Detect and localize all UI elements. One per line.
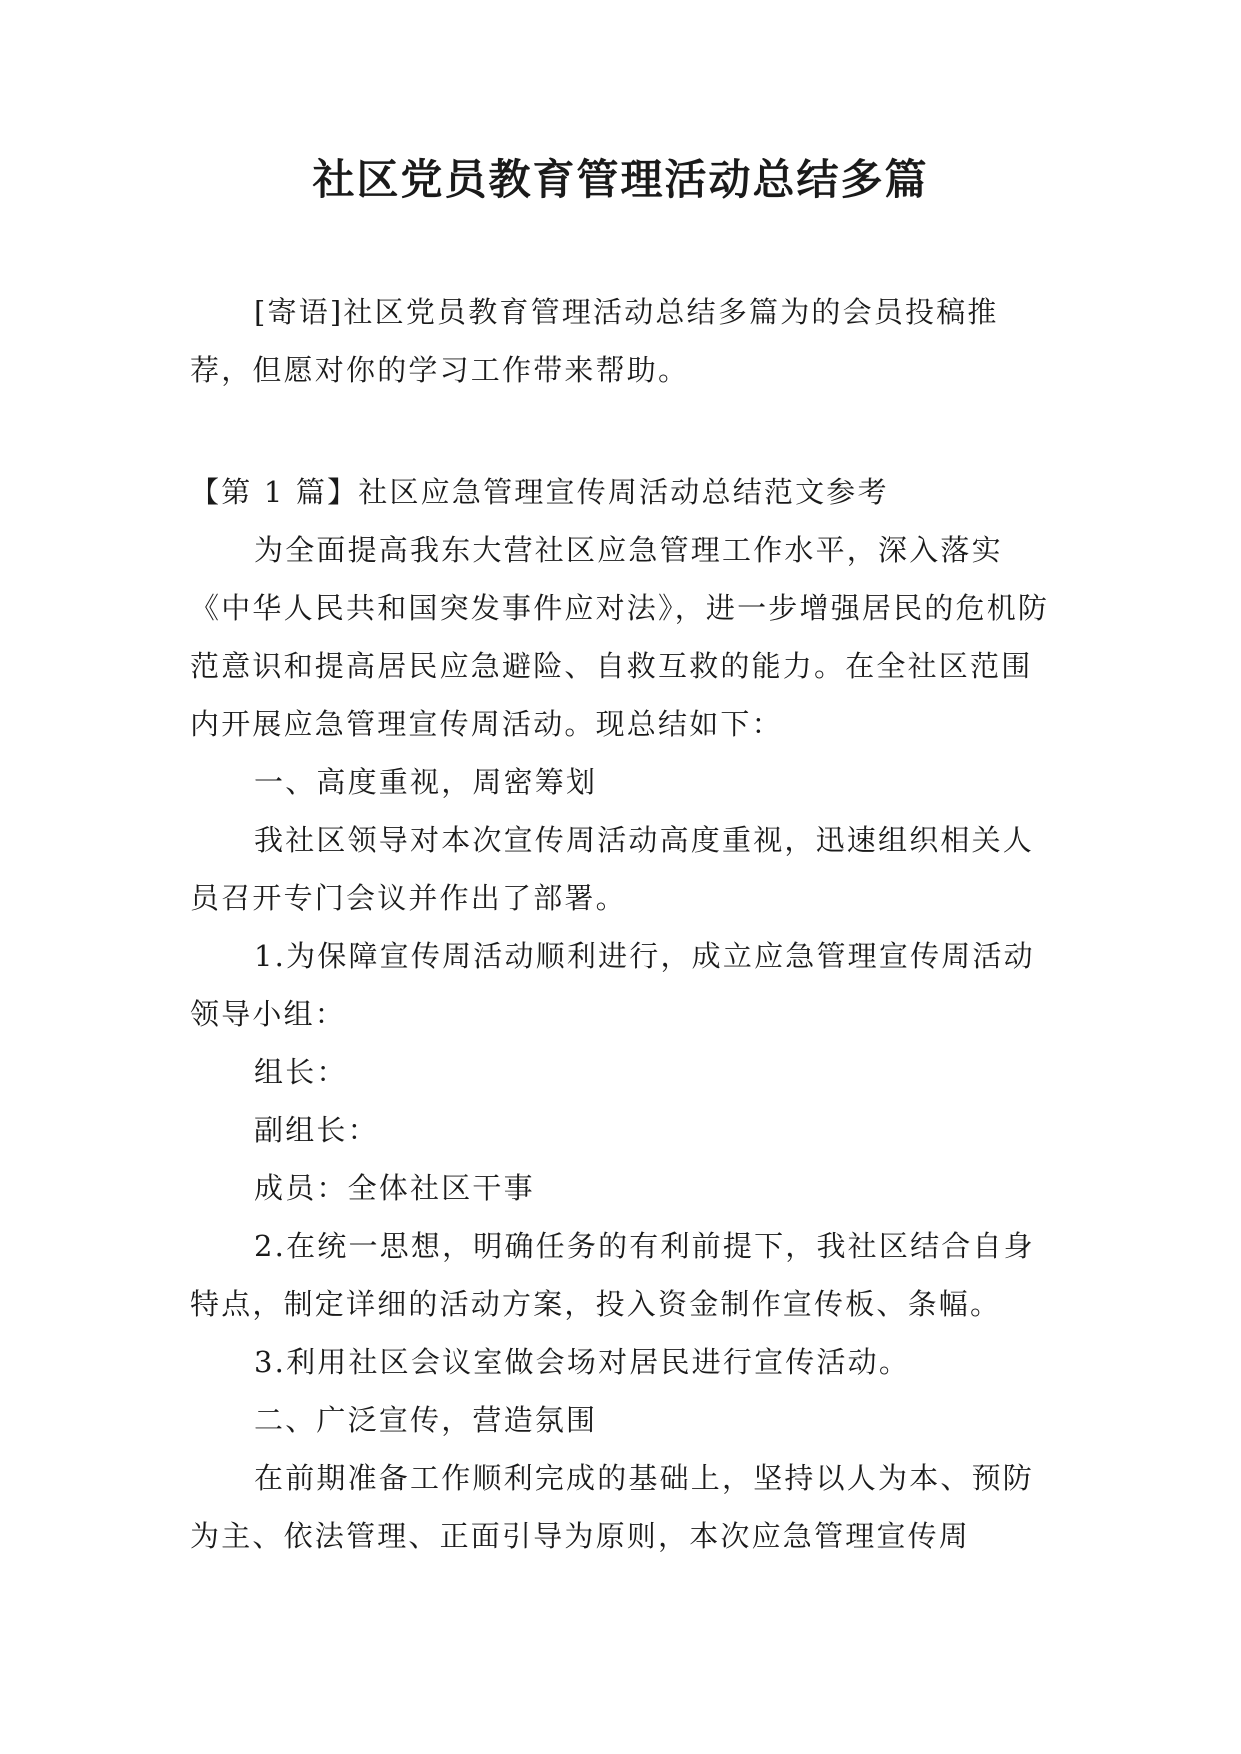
intro-paragraph: [寄语]社区党员教育管理活动总结多篇为的会员投稿推荐，但愿对你的学习工作带来帮助。	[190, 295, 999, 387]
document-title: 社区党员教育管理活动总结多篇	[312, 155, 929, 204]
paragraph: 2.在统一思想，明确任务的有利前提下，我社区结合自身特点，制定详细的活动方案，投入资金制作宣传板、条幅。	[190, 1229, 1035, 1321]
intro-section	[190, 283, 1050, 399]
paragraph: 副组长：	[254, 1113, 379, 1147]
paragraph: 我社区领导对本次宣传周活动高度重视，迅速组织相关人员召开专门会议并作出了部署。	[190, 823, 1035, 915]
section-heading: 一、高度重视，周密筹划	[254, 765, 598, 799]
article-heading: 【第 1 篇】社区应急管理宣传周活动总结范文参考	[190, 475, 889, 509]
paragraph: 3.利用社区会议室做会场对居民进行宣传活动。	[254, 1345, 911, 1379]
paragraph: 为全面提高我东大营社区应急管理工作水平，深入落实《中华人民共和国突发事件应对法》，进一步增强居民的危机防范意识和提高居民应急避险、自救互救的能力。在全社区范围内开展应急管理宣传周活动。现总结如下：	[190, 533, 1050, 741]
paragraph: 成员：全体社区干事	[254, 1171, 535, 1205]
paragraph: 在前期准备工作顺利完成的基础上，坚持以人为本、预防为主、依法管理、正面引导为原则，本次应急管理宣传周	[190, 1461, 1035, 1553]
paragraph: 组长：	[254, 1055, 348, 1089]
paragraph: 1.为保障宣传周活动顺利进行，成立应急管理宣传周活动领导小组：	[190, 939, 1035, 1031]
section-heading: 二、广泛宣传，营造氛围	[254, 1403, 598, 1437]
article-section	[190, 463, 1050, 1565]
